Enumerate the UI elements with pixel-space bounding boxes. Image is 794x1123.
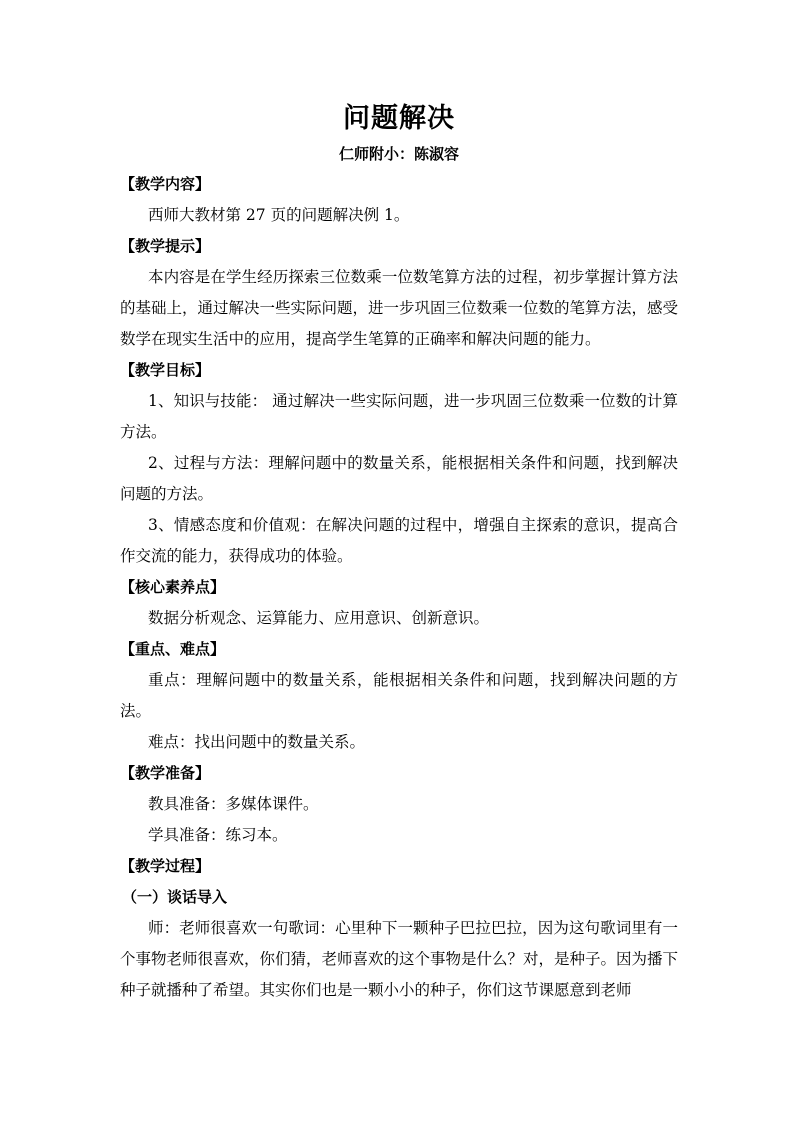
section-heading-core-literacy: 【核心素养点】 <box>120 578 226 596</box>
paragraph: 教具准备：多媒体课件。 <box>148 795 319 813</box>
paragraph: 3、情感态度和价值观：在解决问题的过程中，增强自主探索的意识，提高合作交流的能力，获得成功的体验。 <box>120 516 678 565</box>
section-heading-content: 【教学内容】 <box>120 175 211 193</box>
document-author: 仁师附小：陈淑容 <box>338 145 459 163</box>
paragraph: 学具准备：练习本。 <box>148 826 288 844</box>
paragraph: 重点：理解问题中的数量关系，能根据相关条件和问题，找到解决问题的方法。 <box>120 671 678 720</box>
section-heading-preparation: 【教学准备】 <box>120 764 211 782</box>
subsection-heading-intro: （一）谈话导入 <box>122 888 228 906</box>
paragraph: 2、过程与方法：理解问题中的数量关系，能根据相关条件和问题，找到解决问题的方法。 <box>120 454 678 503</box>
paragraph: 1、知识与技能： 通过解决一些实际问题，进一步巩固三位数乘一位数的计算方法。 <box>120 392 678 441</box>
paragraph: 本内容是在学生经历探索三位数乘一位数笔算方法的过程，初步掌握计算方法的基础上，通过解决一些实际问题，进一步巩固三位数乘一位数的笔算方法，感受数学在现实生活中的应用，提高学生笔算的正确率和解决问题的能力。 <box>120 268 679 348</box>
document-title: 问题解决 <box>343 103 455 134</box>
paragraph: 西师大教材第 27 页的问题解决例 1。 <box>148 206 410 224</box>
paragraph: 数据分析观念、运算能力、应用意识、创新意识。 <box>148 609 490 627</box>
paragraph: 师：老师很喜欢一句歌词：心里种下一颗种子巴拉巴拉，因为这句歌词里有一个事物老师很喜欢，你们猜，老师喜欢的这个事物是什么？对，是种子。因为播下种子就播种了希望。其实你们也是一颗小小的种子，你们这节课愿意到老师 <box>120 919 679 999</box>
section-heading-goals: 【教学目标】 <box>120 361 211 379</box>
section-heading-process: 【教学过程】 <box>120 857 211 875</box>
section-heading-key-points: 【重点、难点】 <box>120 640 226 658</box>
paragraph: 难点：找出问题中的数量关系。 <box>148 733 366 751</box>
section-heading-hints: 【教学提示】 <box>120 237 211 255</box>
